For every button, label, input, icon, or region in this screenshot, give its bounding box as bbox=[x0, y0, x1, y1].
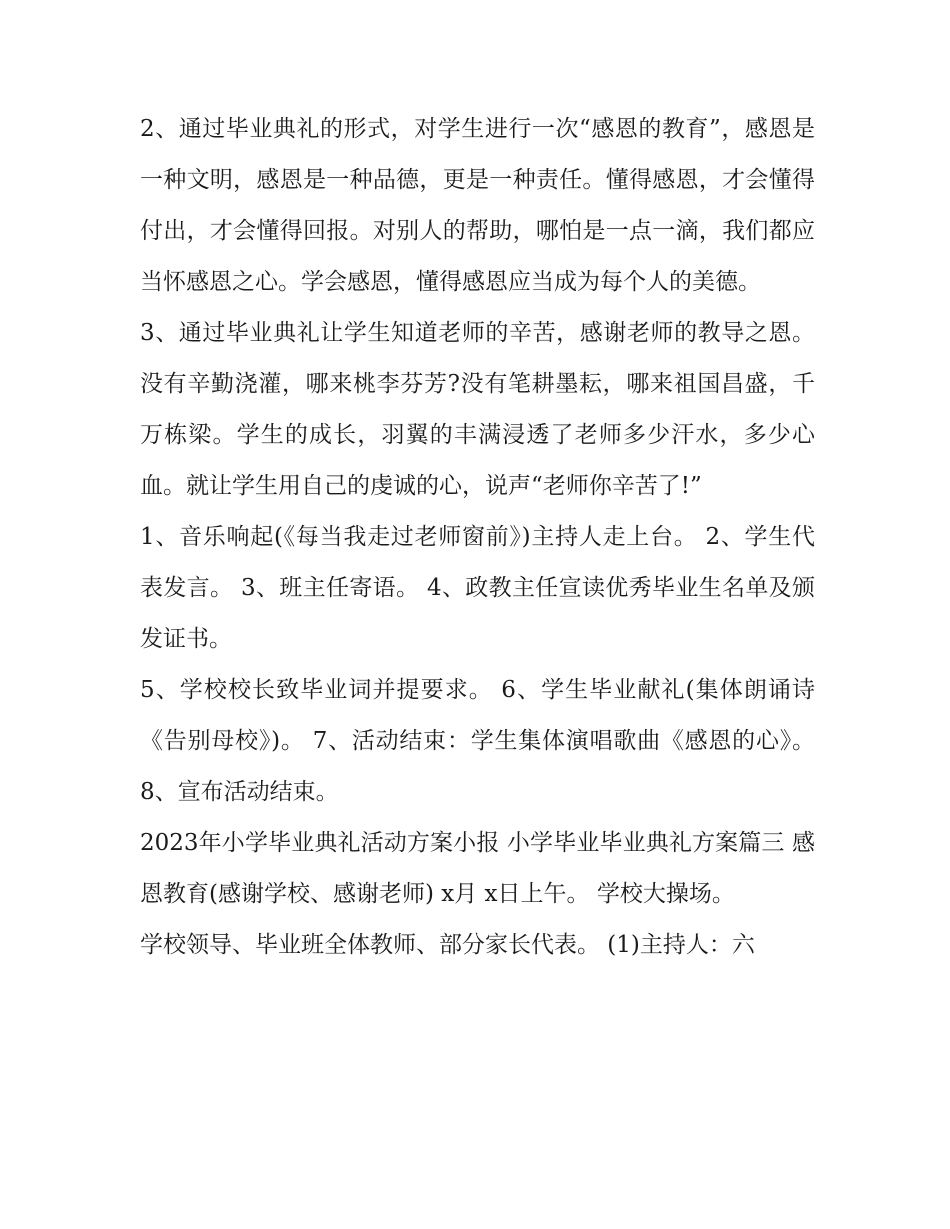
paragraph-thank-teachers: 3、通过毕业典礼让学生知道老师的辛苦，感谢老师的教导之恩。没有辛勤浇灌，哪来桃李芬芳?没有笔耕墨耘，哪来祖国昌盛，千万栋梁。学生的成长，羽翼的丰满浸透了老师多少汗水，多少心血。就让学生用自己的虔诚的心，说声“老师你辛苦了!” bbox=[140, 320, 815, 499]
document-body bbox=[140, 104, 815, 971]
paragraph-plan-title: 2023年小学毕业典礼活动方案小报 小学毕业毕业典礼方案篇三 感恩教育(感谢学校、感谢老师) x月 x日上午。 学校大操场。 bbox=[140, 830, 815, 907]
paragraph-gratitude-education: 2、通过毕业典礼的形式，对学生进行一次“感恩的教育”，感恩是一种文明，感恩是一种品德，更是一种责任。懂得感恩，才会懂得付出，才会懂得回报。对别人的帮助，哪怕是一点一滴，我们都应当怀感恩之心。学会感恩，懂得感恩应当成为每个人的美德。 bbox=[140, 116, 815, 295]
paragraph-ceremony-steps-1: 1、音乐响起(《每当我走过老师窗前》)主持人走上台。 2、学生代表发言。 3、班主任寄语。 4、政教主任宣读优秀毕业生名单及颁发证书。 bbox=[140, 524, 815, 652]
paragraph-ceremony-steps-2: 5、学校校长致毕业词并提要求。 6、学生毕业献礼(集体朗诵诗《告别母校》)。 7、活动结束：学生集体演唱歌曲《感恩的心》。 8、宣布活动结束。 bbox=[140, 677, 815, 805]
paragraph-participants: 学校领导、毕业班全体教师、部分家长代表。 (1)主持人：六 bbox=[140, 932, 755, 958]
